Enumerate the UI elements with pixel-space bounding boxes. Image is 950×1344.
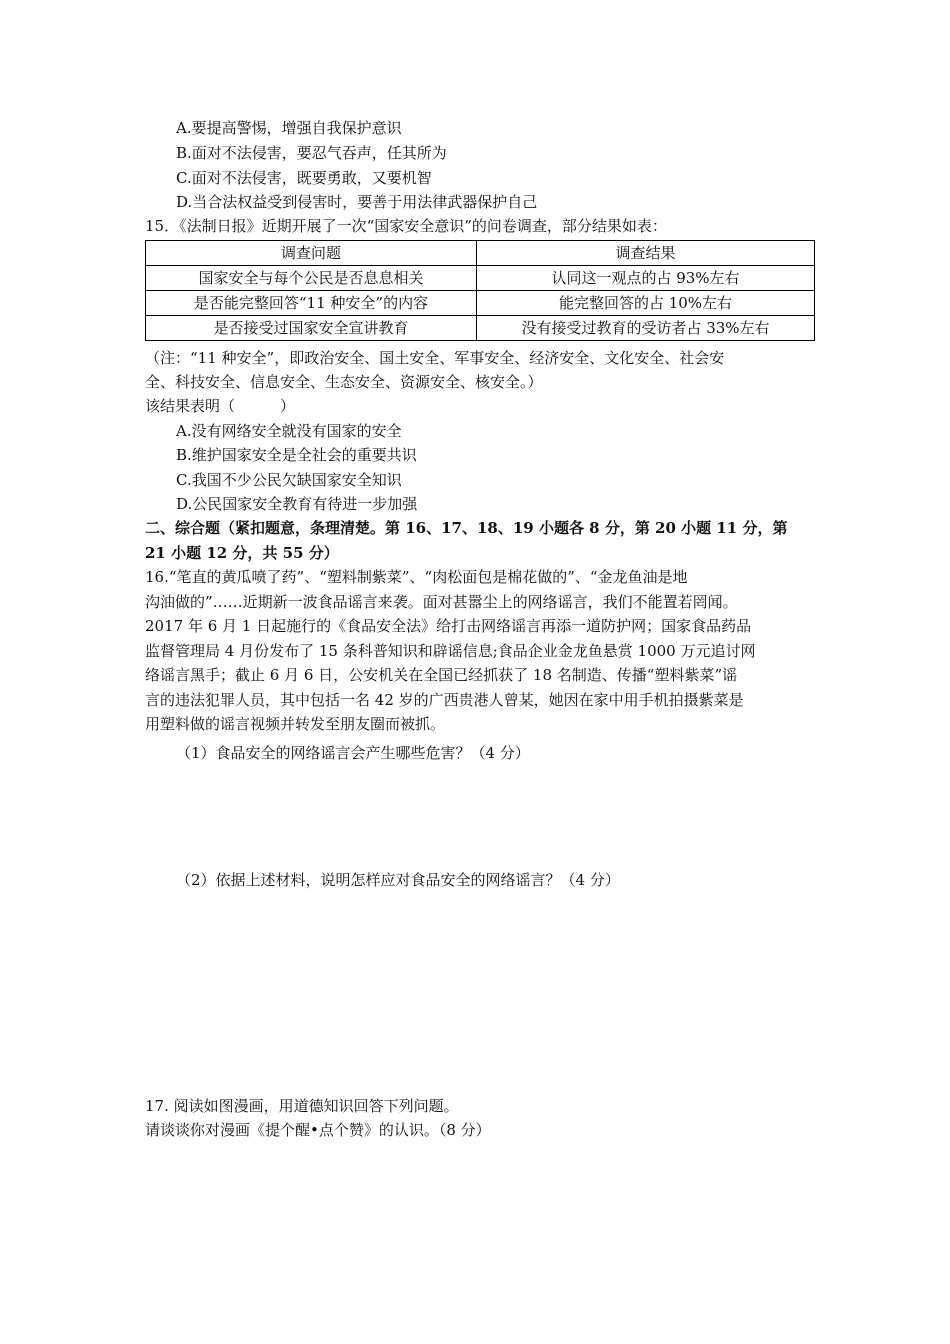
- table-header-question: 调查问题: [146, 241, 477, 266]
- q16-text-line: 络谣言黑手；截止 6 月 6 日，公安机关在全国已经抓获了 18 名制造、传播“塑料紫菜”谣: [145, 666, 738, 684]
- q15-note-line-2: 全、科技安全、信息安全、生态安全、资源安全、核安全。）: [145, 373, 543, 391]
- table-cell: 是否接受过国家安全宣讲教育: [146, 316, 477, 341]
- survey-table: [145, 240, 815, 341]
- section-2-heading-line-1: 二、综合题（紧扣题意，条理清楚。第 16、17、18、19 小题各 8 分，第 20 小题 11 分，第: [145, 519, 788, 537]
- q16-sub-question-2: （2）依据上述材料，说明怎样应对食品安全的网络谣言？（4 分）: [176, 871, 620, 889]
- q15-option-b: B.维护国家安全是全社会的重要共识: [176, 446, 417, 464]
- table-cell: 是否能完整回答“11 种安全”的内容: [146, 291, 477, 316]
- table-row: [146, 316, 815, 341]
- q17-stem: 17. 阅读如图漫画，用道德知识回答下列问题。: [145, 1097, 459, 1115]
- q14-option-c: C.面对不法侵害，既要勇敢，又要机智: [176, 169, 432, 187]
- table-cell: 认同这一观点的占 93%左右: [477, 266, 815, 291]
- table-cell: 国家安全与每个公民是否息息相关: [146, 266, 477, 291]
- q15-note-line-1: （注：“11 种安全”，即政治安全、国土安全、军事安全、经济安全、文化安全、社会安: [145, 349, 725, 367]
- section-2-heading-line-2: 21 小题 12 分，共 55 分）: [145, 544, 339, 562]
- table-row: [146, 291, 815, 316]
- q16-text-line: 16.“笔直的黄瓜喷了药”、“塑料制紫菜”、“肉松面包是棉花做的”、“金龙鱼油是地: [145, 568, 688, 586]
- table-row: [146, 266, 815, 291]
- q15-prompt: 该结果表明（ ）: [145, 397, 296, 415]
- table-header-result: 调查结果: [477, 241, 815, 266]
- q16-text-line: 言的违法犯罪人员，其中包括一名 42 岁的广西贵港人曾某，她因在家中用手机拍摄紫菜是: [145, 691, 744, 709]
- q16-text-line: 沟油做的”……近期新一波食品谣言来袭。面对甚嚣尘上的网络谣言，我们不能置若罔闻。: [145, 593, 738, 611]
- q16-text-line: 2017 年 6 月 1 日起施行的《食品安全法》给打击网络谣言再添一道防护网；国家食品药品: [145, 617, 752, 635]
- q16-text-line: 监督管理局 4 月份发布了 15 条科普知识和辟谣信息;食品企业金龙鱼悬赏 1000 万元追讨网: [145, 642, 756, 660]
- table-cell: 能完整回答的占 10%左右: [477, 291, 815, 316]
- q15-option-c: C.我国不少公民欠缺国家安全知识: [176, 471, 402, 489]
- q14-option-b: B.面对不法侵害，要忍气吞声，任其所为: [176, 144, 447, 162]
- q16-text-line: 用塑料做的谣言视频并转发至朋友圈而被抓。: [145, 715, 446, 733]
- table-header-row: [146, 241, 815, 266]
- q15-stem: 15．《法制日报》近期开展了一次“国家安全意识”的问卷调查，部分结果如表：: [145, 217, 667, 235]
- q15-option-d: D.公民国家安全教育有待进一步加强: [176, 495, 418, 513]
- table-cell: 没有接受过教育的受访者占 33%左右: [477, 316, 815, 341]
- q14-option-a: A.要提高警惕，增强自我保护意识: [176, 119, 402, 137]
- q16-sub-question-1: （1）食品安全的网络谣言会产生哪些危害？（4 分）: [176, 744, 530, 762]
- q15-option-a: A.没有网络安全就没有国家的安全: [176, 422, 402, 440]
- q14-option-d: D.当合法权益受到侵害时，要善于用法律武器保护自己: [176, 193, 538, 211]
- q17-prompt: 请谈谈你对漫画《提个醒•点个赞》的认识。（8 分）: [145, 1121, 491, 1139]
